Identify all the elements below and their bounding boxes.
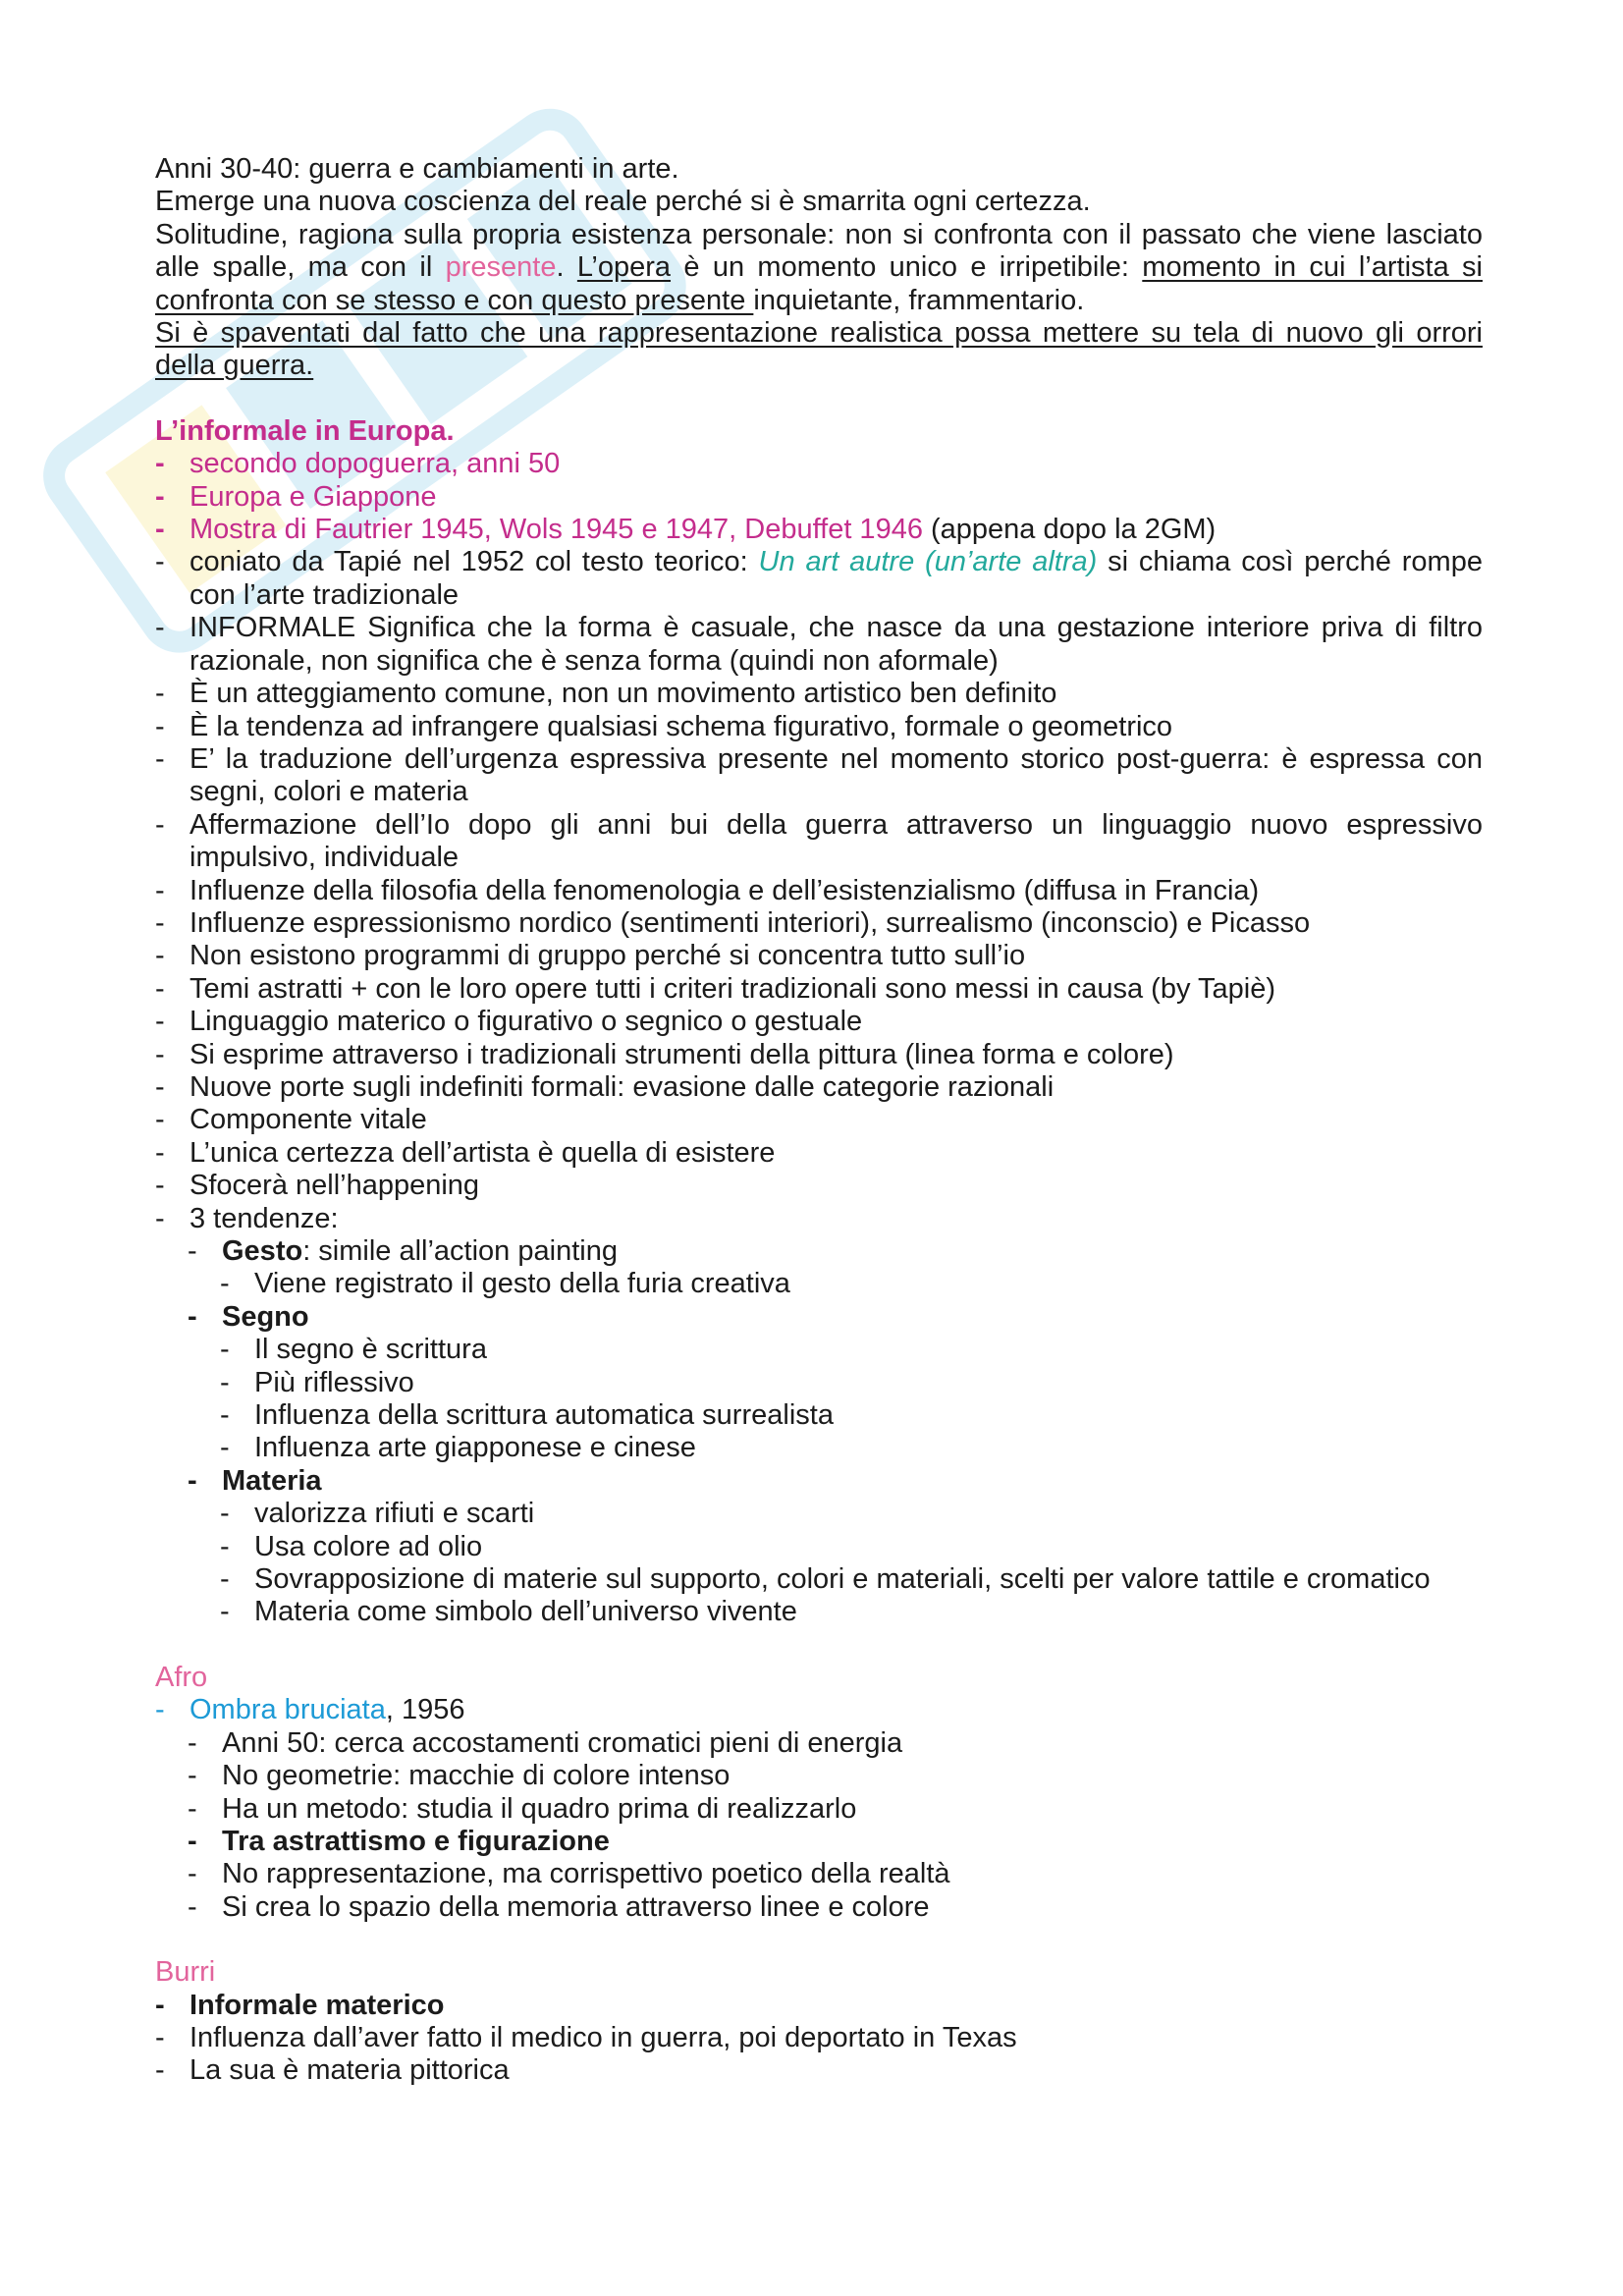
sublist-item: - Materia come simbolo dell’universo vivente	[220, 1596, 797, 1628]
intro-line-1: Anni 30-40: guerra e cambiamenti in arte.	[155, 153, 679, 185]
sublist-item: - No rappresentazione, ma corrispettivo poetico della realtà	[188, 1858, 950, 1890]
sublist-item: - Viene registrato il gesto della furia creativa	[220, 1268, 790, 1300]
document-page	[155, 153, 1483, 2088]
sublist-item: - Si crea lo spazio della memoria attraverso linee e colore	[188, 1890, 930, 1923]
list-item: - Europa e Giappone	[155, 480, 437, 513]
list-item: - Influenza dall’aver fatto il medico in guerra, poi deportato in Texas	[155, 2021, 1017, 2053]
section-title-afro: Afro	[155, 1661, 208, 1693]
list-item-bold: - Informale materico	[155, 1989, 445, 2021]
list-item: - Nuove porte sugli indefiniti formali: evasione dalle categorie razionali	[155, 1070, 1055, 1103]
intro-paragraph	[155, 219, 1483, 317]
intro-text: inquietante, frammentario.	[753, 284, 1085, 316]
list-item: - Sfocerà nell’happening	[155, 1170, 480, 1202]
underlined-opera: L’opera	[576, 251, 672, 284]
intro-underlined-paragraph: Si è spaventati dal fatto che una rappresentazione realistica possa mettere su tela di nuovo gli orrori della guerra.	[155, 317, 1483, 382]
list-item: - È un atteggiamento comune, non un movimento artistico ben definito	[155, 678, 1057, 710]
dash-bullet: -	[155, 480, 165, 513]
list-item: - Influenze della filosofia della fenomenologia e dell’esistenzialismo (diffusa in Francia)	[155, 874, 1260, 906]
list-item: - Si esprime attraverso i tradizionali strumenti della pittura (linea forma e colore)	[155, 1038, 1174, 1070]
sublist-item: - Sovrapposizione di materie sul supporto, colori e materiali, scelti per valore tattile e cromatico	[220, 1563, 1431, 1596]
list-item: - L’unica certezza dell’artista è quella di esistere	[155, 1136, 776, 1169]
sublist-item-segno: - Segno	[188, 1300, 309, 1333]
list-item-work: - Ombra bruciata, 1956	[155, 1694, 465, 1726]
section-title-informale: L’informale in Europa.	[155, 414, 455, 447]
sublist-item: - Influenza della scrittura automatica surrealista	[220, 1399, 834, 1432]
list-item: - Mostra di Fautrier 1945, Wols 1945 e 1947, Debuffet 1946 (appena dopo la 2GM)	[155, 514, 1217, 546]
dash-bullet: -	[155, 546, 165, 578]
list-item: - È la tendenza ad infrangere qualsiasi schema figurativo, formale o geometrico	[155, 710, 1173, 742]
italic-book-title: Un art autre (un’arte altra)	[758, 546, 1098, 578]
section-title-burri: Burri	[155, 1956, 216, 1989]
list-item: - coniato da Tapié nel 1952 col testo teorico: Un art autre (un’arte altra) si chiama così perché rompe con l’arte tradizionale	[155, 546, 1483, 611]
underlined-momento: momento in cui l’artista si confronta con se stesso e con questo presente	[155, 251, 1483, 316]
highlight-presente: presente	[445, 251, 557, 284]
list-item: - Influenze espressionismo nordico (sentimenti interiori), surrealismo (inconscio) e Picasso	[155, 906, 1311, 939]
list-item: - secondo dopoguerra, anni 50	[155, 448, 561, 480]
intro-text: è un momento unico e irripetibile:	[671, 251, 1143, 284]
dash-bullet: -	[155, 448, 165, 480]
list-item: - Componente vitale	[155, 1104, 427, 1136]
list-item: - E’ la traduzione dell’urgenza espressiva presente nel momento storico post-guerra: è espressa con segni, colori e materia	[155, 742, 1483, 808]
sublist-item-gesto: - Gesto: simile all’action painting	[188, 1235, 618, 1267]
sublist-item: - valorizza rifiuti e scarti	[220, 1498, 535, 1530]
sublist-item: - Più riflessivo	[220, 1366, 414, 1398]
sublist-item-bold: - Tra astrattismo e figurazione	[188, 1825, 610, 1857]
list-item: - La sua è materia pittorica	[155, 2054, 510, 2087]
intro-line-2: Emerge una nuova coscienza del reale perché si è smarrita ogni certezza.	[155, 186, 1091, 218]
list-item: - INFORMALE Significa che la forma è casuale, che nasce da una gestazione interiore priva di filtro razionale, non significa che è senza forma (quindi non aformale)	[155, 612, 1483, 677]
list-item: - Linguaggio materico o figurativo o segnico o gestuale	[155, 1006, 863, 1038]
list-item: - Temi astratti + con le loro opere tutti i criteri tradizionali sono messi in causa (by Tapiè)	[155, 972, 1275, 1005]
intro-text: Solitudine, ragiona sulla propria esistenza personale: non si confronta con il passato che viene lasciato alle spalle, ma con il	[155, 218, 1483, 284]
list-item: - Non esistono programmi di gruppo perché si concentra tutto sull’io	[155, 940, 1026, 972]
sublist-item: - Usa colore ad olio	[220, 1530, 483, 1562]
sublist-item: - Anni 50: cerca accostamenti cromatici pieni di energia	[188, 1726, 903, 1759]
sublist-item-materia: - Materia	[188, 1464, 322, 1497]
intro-text: .	[556, 251, 577, 284]
dash-bullet: -	[155, 514, 165, 546]
sublist-item: - Il segno è scrittura	[220, 1334, 487, 1366]
list-item: - Affermazione dell’Io dopo gli anni bui della guerra attraverso un linguaggio nuovo espressivo impulsivo, individuale	[155, 808, 1483, 874]
sublist-item: - No geometrie: macchie di colore intenso	[188, 1760, 730, 1792]
artwork-title: Ombra bruciata	[189, 1694, 386, 1726]
sublist-item: - Influenza arte giapponese e cinese	[220, 1432, 696, 1464]
list-item: - 3 tendenze:	[155, 1202, 339, 1234]
sublist-item: - Ha un metodo: studia il quadro prima di realizzarlo	[188, 1792, 857, 1825]
